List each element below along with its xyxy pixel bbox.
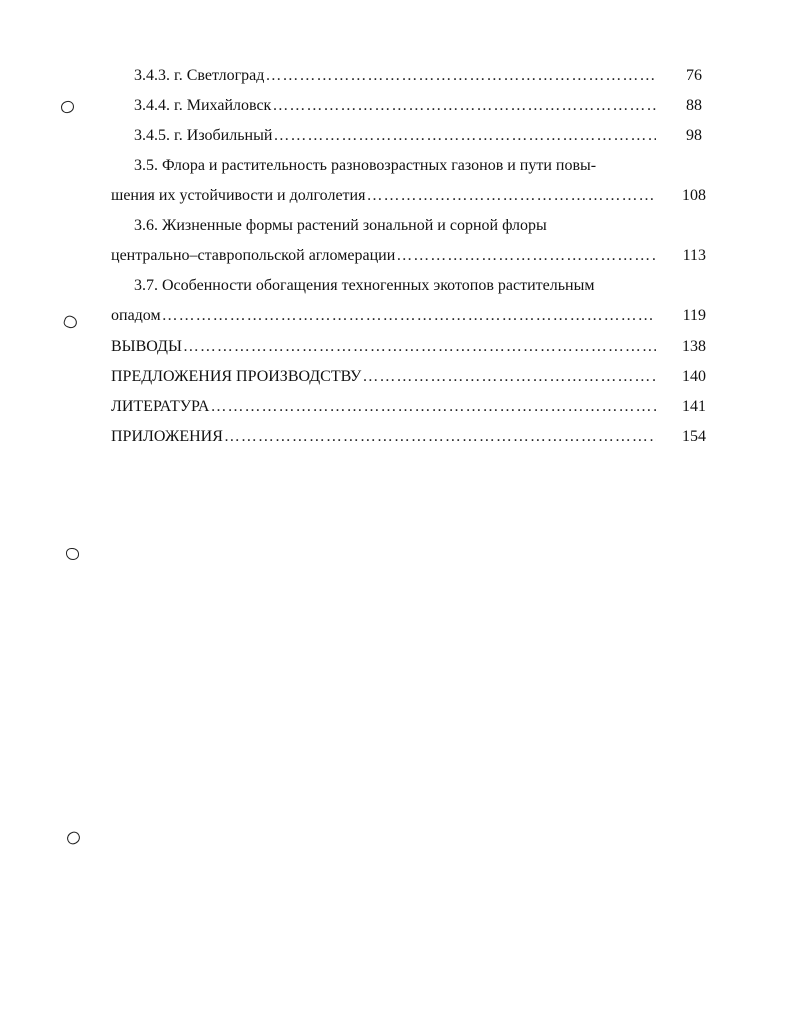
toc-entry-title: опадом bbox=[111, 307, 161, 324]
toc-entry-3-4-5 bbox=[134, 126, 660, 146]
toc-entry-title: ПРЕДЛОЖЕНИЯ ПРОИЗВОДСТВУ bbox=[111, 368, 362, 385]
toc-leader-dots bbox=[224, 427, 656, 447]
toc-leader-dots bbox=[396, 246, 656, 266]
toc-page-number: 76 bbox=[686, 67, 702, 84]
toc-entry-title: центрально–ставропольской агломерации bbox=[111, 247, 396, 264]
toc-entry-appendices bbox=[111, 427, 660, 447]
toc-entry-title: ПРИЛОЖЕНИЯ bbox=[111, 428, 223, 445]
toc-page-number: 138 bbox=[682, 338, 706, 355]
toc-entry-title: ВЫВОДЫ bbox=[111, 338, 182, 355]
toc-entry-proposals bbox=[111, 367, 660, 387]
toc-entry-literature bbox=[111, 397, 660, 417]
toc-leader-dots bbox=[210, 397, 656, 417]
toc-entry-3-7 bbox=[111, 306, 660, 326]
toc-entry-title: 3.4.4. г. Михайловск bbox=[134, 97, 272, 114]
toc-leader-dots bbox=[366, 186, 656, 206]
toc-page-number: 119 bbox=[682, 307, 706, 324]
toc-entry-3-4-3 bbox=[134, 66, 660, 86]
toc-leader-dots bbox=[273, 126, 656, 146]
toc-entry-3-6-first-line: 3.6. Жизненные формы растений зональной и сорной флоры bbox=[134, 217, 547, 234]
toc-page-number: 141 bbox=[682, 398, 706, 415]
toc-leader-dots bbox=[265, 66, 656, 86]
toc-page-number: 140 bbox=[682, 368, 706, 385]
toc-entry-3-6 bbox=[111, 246, 660, 266]
toc-entry-3-5-first-line: 3.5. Флора и растительность разновозрастных газонов и пути повы- bbox=[134, 157, 597, 174]
toc-entry-3-5 bbox=[111, 186, 660, 206]
toc-entry-3-4-4 bbox=[134, 96, 660, 116]
toc-entry-3-7-first-line: 3.7. Особенности обогащения техногенных экотопов растительным bbox=[134, 277, 595, 294]
toc-entry-title: ЛИТЕРАТУРА bbox=[111, 398, 210, 415]
toc-leader-dots bbox=[162, 306, 656, 326]
toc-page-number: 113 bbox=[682, 247, 706, 264]
toc-entry-title: 3.4.5. г. Изобильный bbox=[134, 127, 273, 144]
toc-page-number: 98 bbox=[686, 127, 702, 144]
toc-page-number: 108 bbox=[682, 187, 706, 204]
toc-page-number: 154 bbox=[682, 428, 706, 445]
punch-hole-mark bbox=[62, 314, 78, 330]
toc-leader-dots bbox=[183, 337, 656, 357]
toc-entry-title: 3.4.3. г. Светлоград bbox=[134, 67, 265, 84]
punch-hole-mark bbox=[60, 100, 75, 114]
toc-entry-title: шения их устойчивости и долголетия bbox=[111, 187, 366, 204]
punch-hole-mark bbox=[66, 548, 79, 560]
toc-leader-dots bbox=[362, 367, 656, 387]
toc-entry-conclusions bbox=[111, 337, 660, 357]
punch-hole-mark bbox=[65, 830, 82, 846]
toc-page-number: 88 bbox=[686, 97, 702, 114]
toc-leader-dots bbox=[272, 96, 656, 116]
